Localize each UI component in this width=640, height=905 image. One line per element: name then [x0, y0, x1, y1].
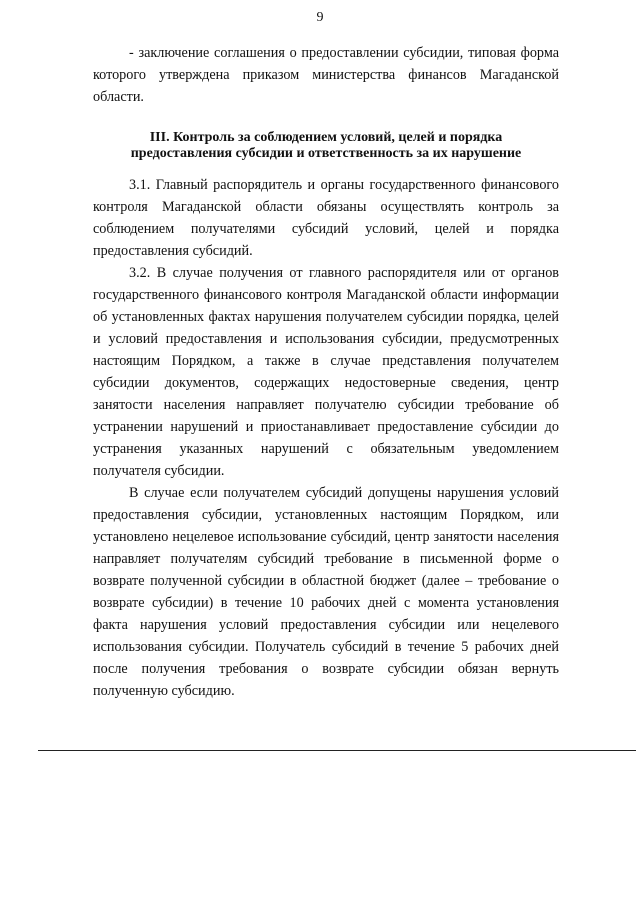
footer-divider — [38, 750, 636, 751]
paragraph-3-1: 3.1. Главный распорядитель и органы государственного финансового контроля Магаданской области обязаны осуществлять контроль за соблюдением получателями субсидий условий, целей и порядка предоставления субсидий. — [93, 177, 559, 259]
page-number: 9 — [316, 10, 324, 25]
document-body — [93, 42, 559, 702]
paragraph-3-2: 3.2. В случае получения от главного распорядителя или от органов государственного финансового контроля Магаданской области информации об установленных фактах нарушения получателем субсидии порядка, целей и условий предоставления и использования субсидии, предусмотренных настоящим Порядком, а также в случае представления получателем субсидии документов, содержащих недостоверные сведения, центр занятости населения направляет получателю субсидии требование об устранении нарушений и приостанавливает предоставление субсидии до устранения указанных нарушений с обязательным уведомлением получателя субсидии. — [93, 265, 559, 479]
section-heading-line-2: предоставления субсидии и ответственность за их нарушение — [130, 146, 522, 161]
section-heading-line-1: III. Контроль за соблюдением условий, целей и порядка — [149, 130, 503, 145]
intro-paragraph: - заключение соглашения о предоставлении субсидии, типовая форма которого утверждена приказом министерства финансов Магаданской области. — [93, 45, 559, 105]
paragraph-refund: В случае если получателем субсидий допущены нарушения условий предоставления субсидии, установленных настоящим Порядком, или установлено нецелевое использование субсидий, центр занятости населения направляет получателям субсидий требование в письменной форме о возврате полученной субсидии в областной бюджет (далее – требование о возврате субсидии) в течение 10 рабочих дней с момента установления факта нарушения условий предоставления субсидии или нецелевого использования субсидии. Получатель субсидий в течение 5 рабочих дней после получения требования о возврате субсидии обязан вернуть полученную субсидию. — [93, 485, 559, 699]
section-heading — [93, 130, 559, 162]
